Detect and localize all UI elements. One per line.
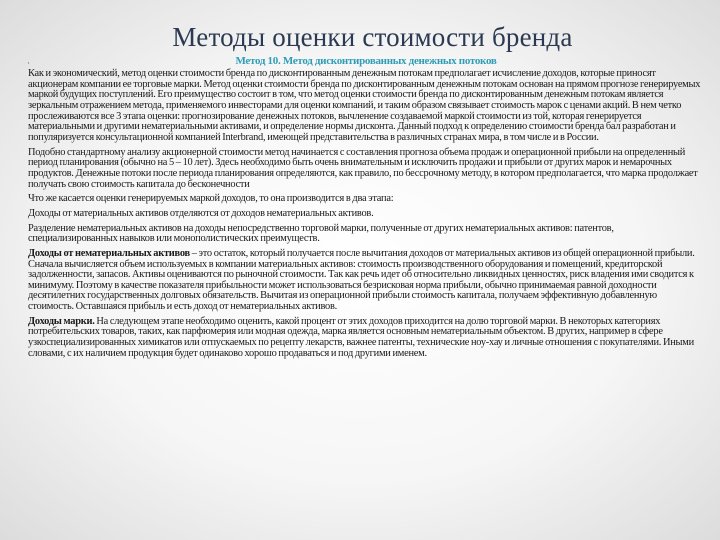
paragraph-intangible-income (28, 249, 704, 313)
paragraph-stage-1 (28, 209, 704, 220)
paragraph-text: Как и экономический, метод оценки стоимости бренда по дисконтированным денежным потокам предполагает исчисление доходов, которые приносят акционерам компании ее торговые марки. Метод оценки стоимости бренда по дисконтированным денежным потокам основан на прямом прогнозе генерируемых маркой будущих поступлений. Его преимущество состоит в том, что метод оценки стоимости бренда по дисконтированным денежным потокам является зеркальным отражением метода, применяемого инвесторами для оценки компаний, и таким образом связывает стоимость марок с ценами акций. В нем четко прослеживаются все 3 этапа оценки: прогнозирование денежных потоков, вычленение создаваемой маркой стоимости из той, которая генерируется материальными и другими нематериальными активами, и определение нормы дисконта. Данный подход к определению стоимости бренда бал разработан и популяризуется консультационной компанией Interbrand, имеющей представительства в различных странах мира, в том числе и в России. (28, 68, 701, 143)
paragraph-intro (28, 69, 704, 144)
paragraph-text: Что же касается оценки генерируемых маркой доходов, то она производится в два этапа: (28, 193, 394, 205)
method-subtitle: Метод 10. Метод дисконтированных денежных потоков (235, 55, 497, 67)
paragraph-text: Подобно стандартному анализу акционерной стоимости метод начинается с составления прогноза объема продаж и операционной прибыли на определенный период планирования (обычно на 5 – 10 лет). Здесь необходимо быть очень внимательным и исключить продажи и прибыли от других марок и немарочных продуктов. Денежные потоки после периода планирования определяются, как правило, по бессрочному методу, в котором предполагается, что марка продолжает получать свою стоимость капитала до бесконечности (28, 146, 698, 190)
paragraph-lead: Доходы марки. (28, 315, 95, 327)
paragraph-text: – это остаток, который получается после вычитания доходов от материальных активов из общей операционной прибыли. Сначала вычисляется объем используемых в компании материальных активов: стоимость производственного оборудования и помещений, кредиторской задолженности, запасов. Активы оцениваются по рыночной стоимости. Так как речь идет об относительно ликвидных ценностях, риск владения ими сводится к минимуму. Поэтому в качестве показателя прибыльности может использоваться безрисковая норма прибыли, обычно принимаемая равной доходности десятилетних государственных долговых обязательств. Вычитая из операционной прибыли стоимость капитала, получаем эффективную добавленную стоимость. Оставшаяся прибыль и есть доход от нематериальных активов. (28, 247, 695, 313)
bullet-marker: · (27, 58, 30, 68)
paragraph-forecast (28, 148, 704, 191)
paragraph-brand-income (28, 317, 704, 360)
paragraph-stage-2 (28, 224, 704, 245)
slide-body (28, 55, 704, 363)
paragraph-lead: Доходы от нематериальных активов (28, 247, 190, 259)
paragraph-text: На следующем этапе необходимо оценить, какой процент от этих доходов приходится на долю торговой марки. В некоторых категориях потребительских товаров, таких, как парфюмерия или модная одежда, марка является основным нематериальным объектом. В других, например в сфере узкоспециализированных химикатов или отпускаемых по рецепту лекарств, важнее патенты, технические ноу-хау и личные отношения с покупателями. Иными словами, с их наличием продукция будет одинаково хорошо продаваться и под другими именем. (28, 315, 694, 359)
paragraph-text: Доходы от материальных активов отделяются от доходов нематериальных активов. (28, 207, 374, 219)
paragraph-text: Разделение нематериальных активов на доходы непосредственно торговой марки, полученные от других нематериальных активов: патентов, специализированных навыков или монополистических преимуществ. (28, 222, 614, 245)
paragraph-stages (28, 194, 704, 205)
slide-title: Методы оценки стоимости бренда (172, 22, 573, 52)
